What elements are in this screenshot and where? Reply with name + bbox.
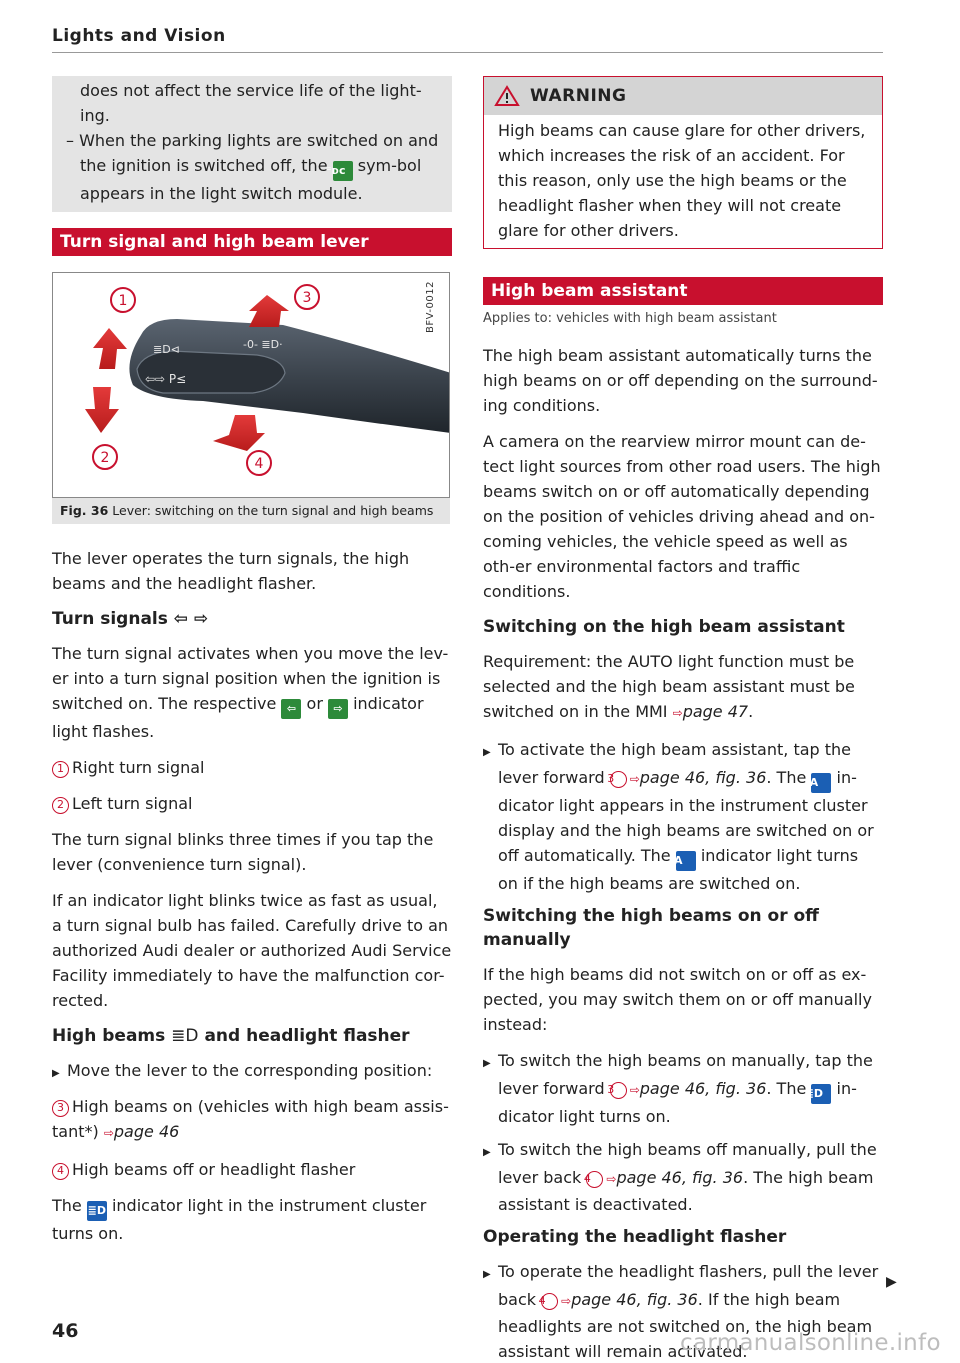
manual-on-mid: . The [766,1079,807,1098]
warning-header [484,77,882,115]
chapter-title: Lights and Vision [52,26,226,46]
activate-end: indicator light turns on if the high beams are switched on. [498,846,859,893]
callout-3-badge: 3 [610,1082,627,1099]
callout-2-badge: 2 [52,797,69,814]
fig-36-link[interactable]: ⇨page 46, fig. 36 [606,1168,744,1187]
svg-text:4: 4 [254,456,264,472]
bullet-triangle-icon: ▶ [52,1068,60,1079]
beam-symbol-2: -0- ≣D· [243,338,283,351]
svg-text:1: 1 [118,293,128,309]
continued-box [52,76,452,212]
callout-2 [93,445,117,469]
watermark: carmanualsonline.info [680,1330,941,1356]
lever-intro: The lever operates the turn signals, the high beams and the headlight flasher. [52,549,410,593]
beam-symbol-1: ≣D⊲ [153,343,180,356]
fig-36-link[interactable]: ⇨page 46, fig. 36 [629,1079,767,1098]
figure-36 [52,272,450,498]
figure-code: BFV-0012 [425,281,436,333]
activate-bullet [483,737,883,896]
high-beams-bullet-text: Move the lever to the corresponding position: [67,1061,433,1080]
callout-1-badge: 1 [52,761,69,778]
header-rule [52,52,883,53]
item-left-turn [52,791,452,816]
flasher-heading: Operating the headlight flasher [483,1227,787,1247]
flasher-after: . If the high beam headlights are not switched on, the high beam assistant will remain activated. [498,1290,873,1361]
turn-signals-p3: If an indicator light blinks twice as fast as usual, a turn signal bulb has failed. Carefully drive to an authorized Audi dealer or authorized Audi Service Facility immediately to have the malfunction cor-rected. [52,891,452,1010]
manual-heading: Switching the high beams on or off manually [483,906,819,950]
activate-before: To activate the high beam assistant, tap the lever forward [498,740,852,787]
turn-symbols: ⇦⇨ P≤ [145,372,187,386]
section-heading-lever: Turn signal and high beam lever [52,228,452,256]
requirement-p: Requirement: the AUTO light function must be selected and the high beam assistant must be switched on in the MMI ⇨page 47. [483,652,855,721]
bullet-triangle-icon: ▶ [483,747,491,758]
turn-signals-p2: The turn signal blinks three times if you tap the lever (convenience turn signal). [52,830,434,874]
high-beams-heading-before: High beams [52,1026,166,1046]
warning-text: High beams can cause glare for other drivers, which increases the risk of an accident. For this reason, only use the high beams or the headlight flasher when they will not create glare for other drivers. [498,121,866,240]
high-beams-indicator-p [52,1193,452,1246]
arrow-2-down [85,387,119,433]
lever-illustration [53,273,450,498]
svg-text:2: 2 [100,450,110,466]
arrow-3-up-forward [249,295,289,327]
parking-light-icon: ⁼ᴅᴄ [333,161,353,181]
requirement-text: Requirement: the AUTO light function must be selected and the high beam assistant must be switched on in the MMI [483,652,855,721]
left-column [52,76,452,1257]
figure-caption [52,498,450,524]
bullet-triangle-icon: ▶ [483,1269,491,1280]
switching-on-heading: Switching on the high beam assistant [483,617,845,637]
applies-to: Applies to: vehicles with high beam assistant [483,311,777,326]
item-high-beams-off-text: High beams off or headlight flasher [72,1160,356,1179]
right-turn-indicator-icon: ⇨ [328,699,348,719]
box-dash-before: – When the parking lights are switched on and the ignition is switched off, the [66,131,439,175]
item-left-turn-text: Left turn signal [72,794,193,813]
high-beam-auto-indicator-icon: A [811,773,831,793]
assistant-p1: The high beam assistant automatically turns the high beams on or off depending on the surround-ing conditions. [483,346,878,415]
callout-3 [295,285,319,309]
right-column [483,76,883,1363]
fig-36-link[interactable]: ⇨page 46, fig. 36 [629,768,767,787]
manual-on-after: in-dicator light turns on. [498,1079,857,1126]
turn-p1-before: The turn signal activates when you move the lev-er into a turn signal position when the ignition is switched on. The respective [52,644,449,713]
box-dash-after: sym-bol appears in the light switch module. [80,156,422,203]
warning-box [483,76,883,249]
high-beam-symbol-icon: ≣D [171,1026,199,1046]
callout-3-badge: 3 [52,1100,69,1117]
page-47-link[interactable]: ⇨page 47 [672,702,749,721]
callout-4-badge: 4 [541,1293,558,1310]
fig-36-link[interactable]: ⇨page 46, fig. 36 [561,1290,698,1309]
callout-3-badge: 3 [610,771,627,788]
page-ref-link[interactable]: ⇨page 46 [103,1122,180,1141]
high-beams-bullet [52,1058,452,1086]
bullet-triangle-icon: ▶ [483,1058,491,1069]
high-beams-heading-after: and headlight flasher [204,1026,410,1046]
item-high-beams-on-text: High beams on (vehicles with high beam assis-tant*) [52,1097,449,1141]
manual-off-bullet [483,1137,883,1217]
manual-p: If the high beams did not switch on or off as ex-pected, you may switch them on or off manually instead: [483,965,872,1034]
high-beam-indicator-icon: ≣D [87,1201,107,1221]
arrow-4-down-back [213,415,265,451]
manual-on-before: To switch the high beams on manually, tap the lever forward [498,1051,873,1098]
callout-4 [247,451,271,475]
continued-arrow-icon: ▶ [886,1274,897,1290]
activate-mid: . The [766,768,807,787]
box-dash-item [66,128,442,206]
flasher-before: To operate the headlight flashers, pull the lever back [498,1262,879,1309]
warning-triangle-icon [494,85,520,107]
callout-4-badge: 4 [52,1163,69,1180]
arrow-1-up [93,328,127,369]
box-line-1: does not affect the service life of the light-ing. [80,81,422,125]
hb-p-after: indicator light in the instrument cluster turns on. [52,1196,427,1243]
left-turn-indicator-icon: ⇦ [281,699,301,719]
warning-title: WARNING [530,86,627,106]
turn-p1-after: indicator light flashes. [52,694,424,741]
turn-signals-heading: Turn signals ⇦ ⇨ [52,609,209,629]
item-right-turn [52,755,452,780]
section-heading-assistant: High beam assistant [483,277,883,305]
figure-caption-label: Fig. 36 [60,503,109,518]
item-high-beams-on [52,1094,452,1146]
assistant-p2: A camera on the rearview mirror mount can de-tect light sources from other road users. The high beams switch on or off automatically depending on the position of vehicles driving ahead and on-coming vehicles, the vehicle speed as well as oth-er environmental factors and traffic conditions. [483,432,881,601]
item-right-turn-text: Right turn signal [72,758,205,777]
callout-4-badge: 4 [586,1171,603,1188]
high-beam-indicator-icon: ≣D [811,1084,831,1104]
page-number: 46 [52,1320,79,1342]
high-beams-heading [52,1024,452,1048]
turn-signals-p1 [52,641,452,744]
manual-on-bullet [483,1048,883,1129]
hb-p-before: The [52,1196,82,1215]
manual-off-before: To switch the high beams off manually, pull the lever back [498,1140,877,1187]
item-high-beams-off [52,1157,452,1182]
svg-text:3: 3 [302,290,312,306]
callout-1 [111,288,135,312]
activate-after: in-dicator light appears in the instrument cluster display and the high beams are switched on or off automatically. The [498,768,874,865]
high-beam-auto-indicator-icon: A [676,851,696,871]
manual-off-after: . The high beam assistant is deactivated. [498,1168,874,1214]
bullet-triangle-icon: ▶ [483,1147,491,1158]
figure-caption-text: Lever: switching on the turn signal and high beams [112,503,434,518]
turn-p1-mid: or [306,694,323,713]
